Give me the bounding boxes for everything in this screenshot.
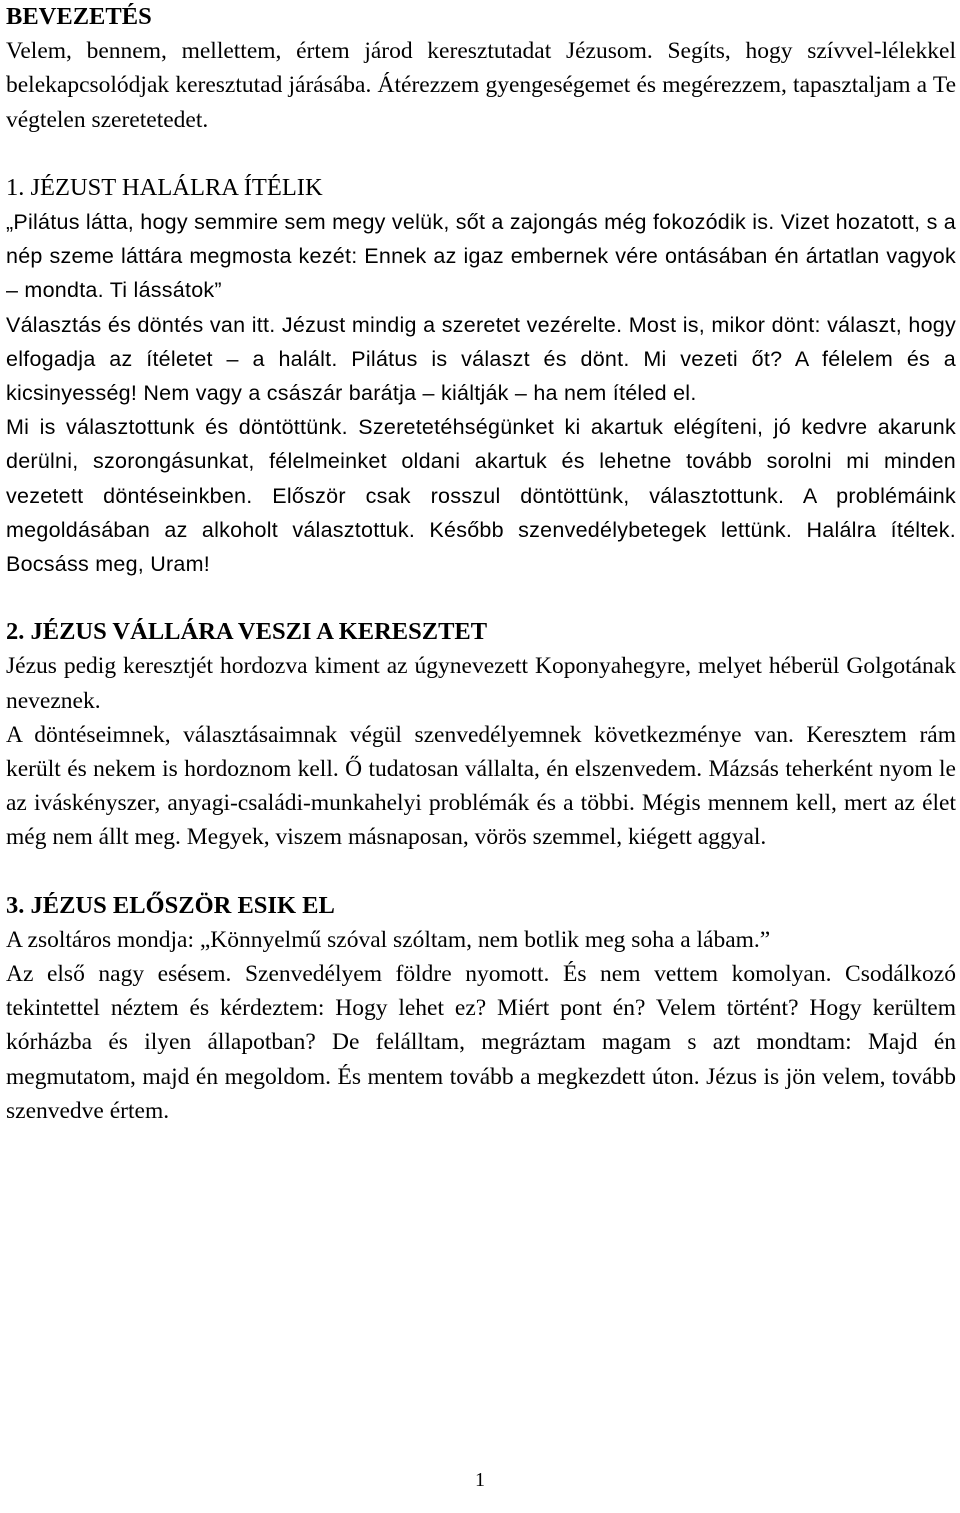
station-2-scripture: Jézus pedig keresztjét hordozva kiment az úgynevezett Koponyahegyre, melyet héberül Golgotának neveznek.	[6, 653, 956, 714]
station-1-prayer: Mi is választottunk és döntöttünk. Szeretetéhségünket ki akartuk elégíteni, jó kedvre akarunk derülni, szorongásunkat, félelmeinket oldani akartuk és lehetne tovább sorolni mi minden vezetett döntéseinkben. Először csak rosszul döntöttünk, választottunk. A problémáink megoldásában az alkoholt választottuk. Később szenvedélybetegek lettünk. Halálra ítéltek. Bocsáss meg, Uram!	[6, 415, 956, 577]
page-number: 1	[475, 1469, 485, 1491]
intro-text: Velem, bennem, mellettem, értem járod keresztutadat Jézusom. Segíts, hogy szívvel-lélekkel belekapcsolódjak keresztutad járásába. Átérezzem gyengeségemet és megérezzem, tapasztaljam a Te végtelen szeretetedet.	[6, 38, 956, 133]
station-3-scripture: A zsoltáros mondja: „Könnyelmű szóval szóltam, nem botlik meg soha a lábam.”	[6, 926, 771, 953]
station-1-heading: 1. JÉZUST HALÁLRA ÍTÉLIK	[6, 173, 323, 201]
station-2-reflection: A döntéseimnek, választásaimnak végül szenvedélyemnek következménye van. Keresztem rám került és nekem is hordoznom kell. Ő tudatosan vállalta, én elszenvedem. Mázsás teherként nyom le az iváskényszer, anyagi-családi-munkahelyi problémák és a többi. Mégis mennem kell, mert az élet még nem állt meg. Megyek, viszem másnaposan, vörös szemmel, kiégett aggyal.	[6, 721, 956, 851]
station-1-reflection: Választás és döntés van itt. Jézust mindig a szeretet vezérelte. Most is, mikor dönt: választ, hogy elfogadja az ítéletet – a halált. Pilátus is választ és dönt. Mi vezeti őt? A félelem és a kicsinyesség! Nem vagy a császár barátja – kiáltják – ha nem ítéled el.	[6, 312, 956, 406]
intro-heading: BEVEZETÉS	[6, 3, 152, 30]
station-3-reflection: Az első nagy esésem. Szenvedélyem földre nyomott. És nem vettem komolyan. Csodálkozó tekintettel néztem és kérdeztem: Hogy lehet ez? Miért pont én? Velem történt? Hogy kerültem kórházba és ilyen állapotban? De felálltam, megráztam magam s azt mondtam: Majd én megmutatom, majd én megoldom. És mentem tovább a megkezdett úton. Jézus is jön velem, tovább szenvedve értem.	[6, 961, 956, 1124]
document-page	[6, 0, 956, 1128]
station-1-scripture: „Pilátus látta, hogy semmire sem megy velük, sőt a zajongás még fokozódik is. Vizet hozatott, s a nép szeme láttára megmosta kezét: Ennek az igaz embernek vére ontásában én ártatlan vagyok – mondta. Ti lássátok”	[6, 210, 956, 303]
station-2-heading: 2. JÉZUS VÁLLÁRA VESZI A KERESZTET	[6, 618, 488, 646]
station-3-heading: 3. JÉZUS ELŐSZÖR ESIK EL	[6, 891, 335, 919]
